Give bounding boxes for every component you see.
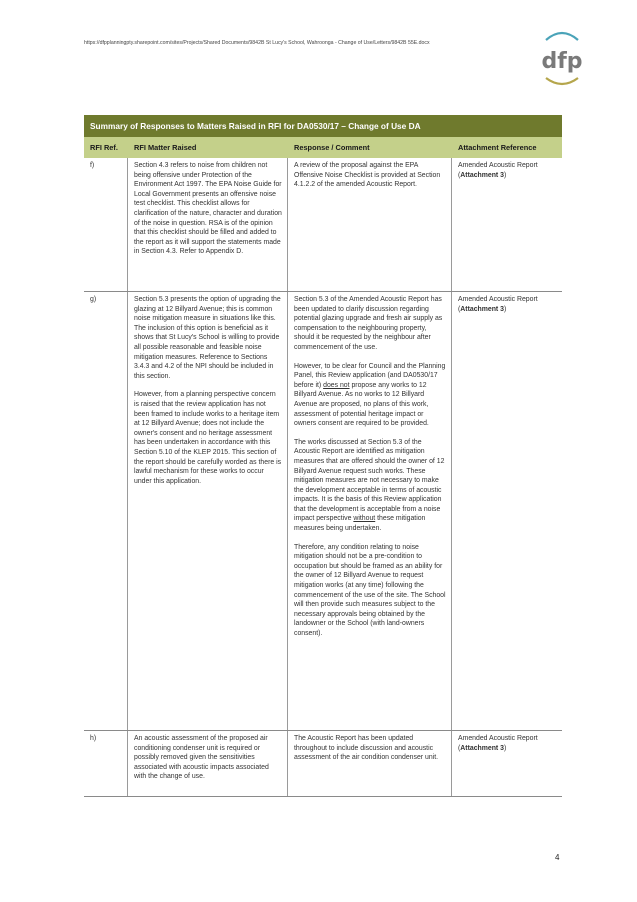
attachment-text: Amended Acoustic Report ( (458, 296, 538, 313)
attachment-bold: Attachment 3 (460, 305, 504, 313)
attachment-bold: Attachment 3 (460, 171, 504, 179)
rfi-summary-table (84, 115, 562, 797)
attachment-text: Amended Acoustic Report ( (458, 162, 538, 179)
table-row (84, 158, 562, 292)
page-number: 4 (555, 853, 560, 862)
header-rfi-matter: RFI Matter Raised (134, 143, 197, 152)
row-response (288, 731, 452, 796)
matter-paragraph: However, from a planning perspective concern is raised that the review application has not been framed to include works to a heritage item at 12 Billyard Avenue; does not include the owner's consent and no heritage assessment has been undertaken in accordance with this Section 5.10 of the KLEP 2015. This section of the report should be carefully worded as there is lawful mechanism for these works to occur under this application. (134, 391, 282, 485)
row-matter (128, 731, 288, 796)
attachment-close: ) (503, 305, 507, 313)
response-paragraph: Section 5.3 of the Amended Acoustic Report has been updated to clarify discussion regarding potential glazing upgrade and fresh air supply as compensation to the neighbouring property, should it be requested by the neighbour after commencement of the use. (294, 296, 443, 351)
attachment-close: ) (503, 744, 507, 752)
table-title: Summary of Responses to Matters Raised in RFI for DA0530/17 – Change of Use DA (84, 115, 562, 137)
matter-paragraph: Section 4.3 refers to noise from children not being offensive under Protection of the Environment Act 1997. The EPA Noise Guide for Local Government presents an offensive noise test checklist. This checklist allows for clarification of the nature, character and duration of the noise in question. RSA is of the opinion that this checklist should be filled and added to the report as it will support the statements made in Section 4.3. Refer to Appendix D. (134, 162, 282, 256)
response-text: these mitigation measures being undertaken. (294, 515, 426, 533)
header-response: Response / Comment (294, 143, 370, 152)
row-attachment (452, 731, 562, 796)
logo-bottom-arc (546, 78, 578, 84)
table-header-row (84, 137, 562, 158)
document-file-path: https://dfpplanningpty.sharepoint.com/sites/Projects/Shared Documents/9842B St Lucy's School, Wahroonga - Change of Use/Letters/9842B 55E.docx (84, 40, 430, 46)
header-attachment: Attachment Reference (458, 143, 537, 152)
attachment-text: Amended Acoustic Report ( (458, 735, 538, 752)
header-rfi-ref: RFI Ref. (90, 143, 118, 152)
dfp-logo (540, 28, 584, 88)
attachment-close: ) (503, 171, 507, 179)
row-matter (128, 292, 288, 730)
response-underline: does not (323, 381, 350, 389)
response-paragraph: A review of the proposal against the EPA Offensive Noise Checklist is provided at Section 4.1.2.2 of the amended Acoustic Report. (294, 162, 441, 189)
row-ref: h) (84, 731, 128, 796)
response-paragraph (294, 362, 446, 429)
logo-top-arc (546, 33, 578, 40)
response-text: propose any works to 12 Billyard Avenue. As no works to 12 Billyard Avenue are proposed, no plans of this work, assessment of potential heritage impact or owners consent are required to be provided. (294, 381, 429, 428)
logo-text: dfp (541, 49, 583, 74)
row-ref: f) (84, 158, 128, 291)
response-paragraph: Therefore, any condition relating to noise mitigation should not be a pre-condition to occupation but should be framed as an ability for the owner of 12 Billyard Avenue to request mitigation works (at any time) following the commencement of the use of the site. The School will then provide such measures subject to the necessary approvals being obtained by the landowner or the School (with land-owners consent). (294, 543, 446, 637)
response-text: The works discussed at Section 5.3 of the Acoustic Report are identified as mitigation measures that are offered should the owner of 12 Billyard Avenue request such works. These mitigation measures are not necessary to make the development acceptable in terms of acoustic impacts. It is the basis of this Review application that the development is acceptable from a noise impact perspective (294, 438, 445, 523)
row-ref: g) (84, 292, 128, 730)
response-text: However, to be clear for Council and the Planning Panel, this Review application (and DA0530/17 before it) (294, 362, 446, 389)
response-paragraph (294, 438, 446, 534)
matter-paragraph: An acoustic assessment of the proposed air conditioning condenser unit is required or possibly removed given the sensitivities associated with acoustic impacts associated with the change of use. (134, 735, 269, 781)
row-attachment (452, 158, 562, 291)
attachment-bold: Attachment 3 (460, 744, 504, 752)
table-row (84, 731, 562, 797)
table-row (84, 292, 562, 731)
row-response (288, 292, 452, 730)
matter-paragraph: Section 5.3 presents the option of upgrading the glazing at 12 Billyard Avenue; this is common noise mitigation measure in situations like this. The inclusion of this option is beneficial as it shows that St Lucy's School is willing to provide all possible reasonable and feasible noise mitigation measures. Reference to Sections 3.4.3 and 4.2 of the NPI should be included in this section. (134, 296, 281, 380)
row-attachment (452, 292, 562, 730)
row-matter (128, 158, 288, 291)
response-paragraph: The Acoustic Report has been updated throughout to include discussion and acoustic assessment of the air condition condenser unit. (294, 735, 439, 762)
row-response (288, 158, 452, 291)
response-underline: without (353, 515, 376, 523)
